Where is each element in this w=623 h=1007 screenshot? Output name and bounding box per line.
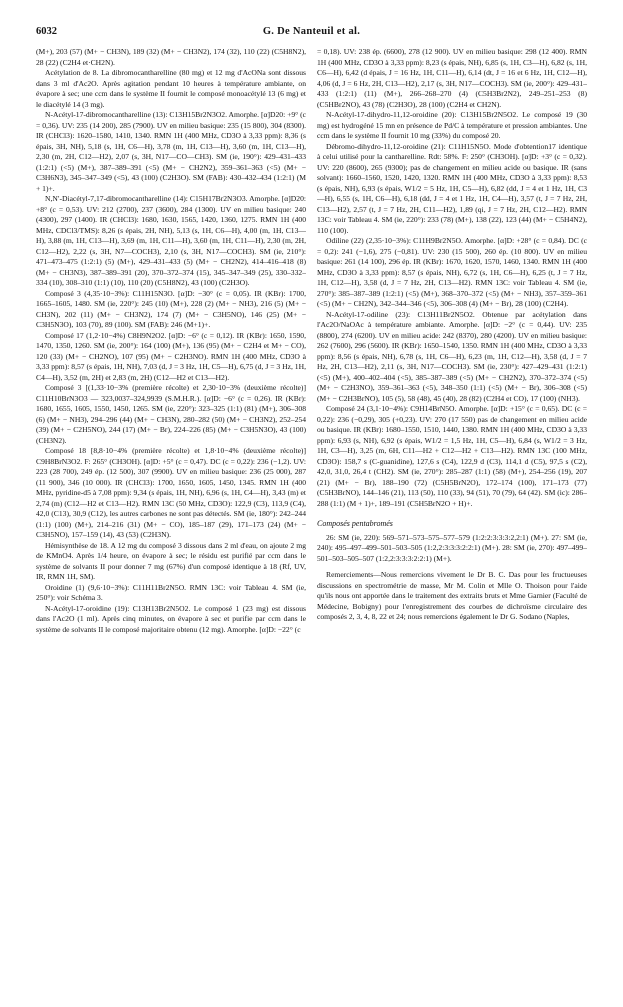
left-column	[36, 47, 306, 992]
running-header	[36, 26, 587, 40]
paragraph: = 0,18). UV: 238 ép. (6600), 278 (12 900). UV en milieu basique: 298 (12 400). RMN 1H (400 MHz, CD3O à 3,33 ppm): 8,23 (s épais, NH), 6,85 (s, 1H, C3—H), 6,82 (s, 1H, C6—H), 6,42 (d épais, J = 16 Hz, 1H, C11—H), 6,14 (dt, J = 16 et 6 Hz, 1H, C12—H), 4,06 (d, J = 6 Hz, 2H, C13—H2), 2,17 (s, 3H, N17—COCH3). SM (ie, 200°): 429–431–433 (1:2:1) (11) (M+), 266–268–270 (4) (C5H3Br2N2), 249–251–253 (8) (C5HBr2NO), 43 (78) (C2H3O), 28 (100) (C2H4 et CH2N).	[317, 47, 587, 109]
paragraph: N-Acétyl-17-oroidine (19): C13H13Br2N5O2. Le composé 1 (23 mg) est dissous dans l'Ac2O (1 ml). Après cinq minutes, on évapore à sec et purifie par ccm dans le système de solvants II le composé majoritaire obtenu (12 mg). Amorphe. [α]D: −22° (c	[36, 603, 306, 634]
paragraph: Débromo-dihydro-11,12-oroidine (21): C11H15N5O. Mode d'obtention17 identique à celui utilisé pour la cantharelline. Rdt: 58%. F: 250° (CH3OH). [α]D: +3° (c = 0,32). UV: 220 (8600), 265 (9300); pas de changement en milieu acide ou basique. IR (sans solvant): 1660–1560, 1520, 1420, 1320. RMN 1H (400 MHz, CD3O à 3,33 ppm): 8,53 (s épais, NH), 6,93 (s épais, W1/2 = 5 Hz, 1H, C5—H), 6,82 (dd, J = 4 et 1 Hz, 1H, C3—H), 6,55 (s, 1H, C6—H), 6,18 (dd, J = 4 et 1 Hz, 1H, C4—H), 3,57 (t, J = 7 Hz, 2H, C13—H2), 2,57 (t, J = 7 Hz, 2H, C11—H2), 1,89 (qi, J = 7 Hz, 2H, C12—H2). RMN 13C: voir Tableau 4. SM (ie, 220°): 233 (78) (M+), 138 (22), 123 (44) (M+ − C5H4N2), 110 (100).	[317, 141, 587, 235]
right-column	[317, 47, 587, 992]
paragraph: Composé 3 [(1,33·10−3% (première récolte) et 2,30·10−3% (deuxième récolte)] C11H10BrN3O3 — 323,0037–324,9939 (S.M.H.R.). [α]D: −6° (c = 0,26). IR (KBr): 1680, 1655, 1605, 1550, 1450, 1265. SM (ie, 220°): 323–325 (1:1) (81) (M+), 306–308 (6) (M+ − NH3), 294–296 (44) (M+ − CH3N), 280–282 (50) (M+ − CH3N2), 252–254 (39) (M+ − C2H5NO), 244 (17) (M+ − Br), 224–226 (85) (M+ − C3H5N3O), 43 (100) (CH3N2).	[36, 383, 306, 445]
paragraph: Oroidine (1) (9,6·10−3%): C11H11Br2N5O. RMN 13C: voir Tableau 4. SM (ie, 250°): voir Schéma 3.	[36, 582, 306, 602]
paragraph: N,N′-Diacétyl-7,17-dibromocantharelline (14): C15H17Br2N3O3. Amorphe. [α]D20: +8° (c = 0,53). UV: 212 (2700), 237 (3600), 284 (1300). UV en milieu basique: 240 (4300), 297 (1400). IR (CHCl3): 1680, 1630, 1565, 1420, 1360, 1275. RMN 1H (400 MHz, CDCl3/TMS): 8,26 (s épais, 2H, NH), 5,13 (s, 1H, C6—H), 4,00 (m, 1H, C13—H), 3,88 (m, 1H, C13—H), 3,69 (m, 1H, C11—H), 3,60 (m, 1H, C11—H), 2,30 (m, 2H, C12—H2), 2,22 (s, 3H, N7—COCH3), 2,10 (s, 3H, N17—COCH3). SM (ie, 210°): 471–473–475 (1:2:1) (5) (M+), 429–431–433 (5) (M+ − CH2N2), 414–416–418 (8) (M+ − CH3N3), 387–389–391 (20), 370–372–374 (15), 345–347–349 (25), 330–332–334 (10), 308–310 (1:1) (10), 110 (20) (C5H8N2), 43 (100) (C2H3O).	[36, 194, 306, 287]
paragraph: N-Acétyl-17-dibromocantharelline (13): C13H15Br2N3O2. Amorphe. [α]D20: +9° (c = 0,36). UV: 235 (14 200), 285 (7900). UV en milieu basique: 235 (15 800), 304 (8300). IR (CHCl3): 1620–1580, 1410, 1340. RMN 1H (400 MHz, CD3O à 3,33 ppm): 8,36 (s épais, 3H, NH), 5,18 (s, 1H, C6—H), 3,78 (m, 1H, C13—H), 3,60 (m, 1H, C13—H), 2,30 (m, 2H, C12—H2), 2,07 (s, 3H, N17—CO—CH3). SM (ie, 190°): 429–431–433 (1:2:1) (<5) (M+), 387–389–391 (<5) (M+ − CH2N2), 359–361–363 (<5) (M+ − C3H6N3), 345–347–349 (<5), 43 (100) (C2H3O). SM (FAB): 430–432–434 (1:2:1) (M + 1)+.	[36, 110, 306, 193]
paragraph: Composé 17 (1,2·10−4%) C8H9N2O2. [α]D: −6° (c = 0,12). IR (KBr): 1650, 1590, 1470, 1350, 1260. SM (ie, 200°): 164 (100) (M+), 136 (95) (M+ − C2H4 et M+ − CO), 120 (33) (M+ − CH2NO), 107 (95) (M+ − C2H3NO). RMN 1H (400 MHz, CD3O à 3,33 ppm): 8,57 (s épais, 1H, NH), 7,03 (d, J = 3 Hz, 1H, C5—H), 6,75 (d, J = 3 Hz, 1H, C4—H), 3,52 (m, 2H) et 2,83 (m, 2H) (C12—H2 et C13—H2).	[36, 330, 306, 382]
paragraph: Acétylation de 8. La dibromocantharelline (80 mg) et 12 mg d'AcONa sont dissous dans 3 ml d'Ac2O. Après agitation pendant 10 heures à température ambiante, on évapore à sec; une ccm dans le système II fournit le composé monoacétylé 13 (6 mg) et le diacétylé 14 (3 mg).	[36, 68, 306, 109]
page-number: 6032	[36, 26, 57, 37]
paragraph: Hémisynthèse de 18. A 12 mg du composé 3 dissous dans 2 ml d'eau, on ajoute 2 mg de KMnO4. Après 1/4 heure, on évapore à sec; le résidu est purifié par ccm dans le système de solvants II pour donner 7 mg (67%) d'un composé identique à 18 (Rf, UV, IR, RMN 1H, SM).	[36, 540, 306, 581]
paragraph: 26: SM (ie, 220): 569–571–573–575–577–579 (1:2:2:3:3:3:2,2:1) (M+). 27: SM (ie, 240): 495–497–499–501–503–505 (1:2,2:3:3:3:2:2:1) (M+). 28: SM (ie, 270): 497–499–501–503–505–507 (1:2,2:3:3:3:2:2:1) (M+).	[317, 532, 587, 563]
paragraph: Composé 18 [8,8·10−4% (première récolte) et 1,8·10−4% (deuxième récolte)] C9H8BrN3O2. F: 265° (CH3OH). [α]D: +5° (c = 0,47). DC (c = 0,22): 236 (−1,2). UV: 223 (28 700), 249 ép. (12 500), 307 (9900). UV en milieu basique: 236 (25 000), 287 (11 900), 346 (10 000). IR (CHCl3): 1700, 1650, 1605, 1450, 1345. RMN 1H (400 MHz, pyridine-d5 à 7,08 ppm): 9,34 (s épais, 1H, NH), 6,96 (s, 1H, C4—H), 3,43 (m) et 2,74 (m) (C12—H2 et C13—H2). RMN 13C (50 MHz, CD3O): 122,9 (C3), 113,9 (C4), 42,0 (C13), 30,9 (C12), les autres carbones ne sont pas détectés. SM (ie, 180°): 242–244 (1:1) (100) (M+), 214–216 (31) (M+ − CO), 185–187 (29), 171–173 (24) (M+ − C3H5NO), 157–159 (14), 43 (53) (C2H3N).	[36, 446, 306, 539]
acknowledgements: Remerciements—Nous remercions vivement le Dr B. C. Das pour les fructueuses discussions en spectrométrie de masse, Mr M. Colin et Mlle O. Thoison pour l'aide qu'ils nous ont apportée dans le traitement des extraits bruts et Mme Garnier (Faculté de Médecine, Bobigny) pour l'enregistrement des courbes de dichroïsme circulaire des composés 2, 3, 4, 8, 22 et 24; nous remercions également le Dr G. Sodano (Naples,	[317, 570, 587, 621]
paragraph: N-Acétyl-17-odiline (23): C13H11Br2N5O2. Obtenue par acétylation dans l'Ac2O/NaOAc à température ambiante. Amorphe. [α]D: −2° (c = 0,44). UV: 235 (8800), 274 (6200). UV en milieu acide: 242 (8370), 280 (4200). UV en milieu basique: 262 (7600), 296 (5600). IR (KBr): 1650–1540, 1350. RMN 1H (400 MHz, CD3O à 3,33 ppm): 8,56 (s épais, NH), 6,78 (s, 1H, C6—H), 6,23 (m, 1H, C12—H), 3,58 (d, J = 7 Hz, 2H, C13—H2), 2,11 (s, 3H, N17—COCH3). SM (ie, 230°): 427–429–431 (1:2:1) (<5) (M+), 400–402–404 (<5), 385–387–389 (<5) (M+ − CH2N2), 370–372–374 (<5) (M+ − C2H3NO), 359–361–363 (<5), 348–350 (1:1) (<5) (M+ − Br), 306–308 (<5) (M+ − C2H3BrNO), 105 (5), 58 (48), 45 (40), 28 (82) (C2H4 et CO), 17 (100) (NH3).	[317, 309, 587, 403]
running-title: G. De Nanteuil et al.	[262, 26, 361, 37]
paragraph: Composé 24 (3,1·10−4%): C9H14BrN5O. Amorphe. [α]D: +15° (c = 0,65). DC (c = 0,22): 236 (−0,29), 305 (+0,23). UV: 270 (17 550) pas de changement en milieu acide ou basique. IR (KBr): 1680–1550, 1510, 1440, 1380. RMN 1H (400 MHz, CD3O à 3,33 ppm): 6,93 (s, NH), 6,92 (s épais, W1/2 = 1,5 Hz, 1H, C5—H), 6,84 (s, W1/2 = 3 Hz, 1H, C3—H), 3,25 (m, 6H, C11—H2 + C12—H2 + C13—H2). RMN 13C (100 MHz, CD3O): 158,7 s (C-guanidine), 127,6 s (C4), 122,9 d (C3), 114,1 d (C5), 97,5 s (C2), 42,0, 31,0, 26,4 t (CH2). SM (ie, 270°): 285–287 (1:1) (58) (M+), 254–256 (19), 207 (21) (M+ − Br), 188–190 (72) (C5H5BrN2O), 172–174 (100), 171–173 (77) (C5H3BrNO), 144–146 (21), 113 (50), 110 (33), 94 (51), 70 (79), 64 (42). SM (ic): 286–288 (1:1) (M + 1)+, 189–191 (C5H5BrN2O + H)+.	[317, 404, 587, 508]
paragraph: N-Acétyl-17-dihydro-11,12-oroidine (20): C13H15Br2N5O2. Le composé 19 (30 mg) est hydrogéné 15 mn en présence de Pd/C à température et pression ambiantes. Une ccm dans le système II fournit 10 mg (33%) du composé 20.	[317, 110, 587, 140]
paragraph: Odiline (22) (2,35·10−3%): C11H9Br2N5O. Amorphe. [α]D: +28° (c = 0,84). DC (c = 0,2): 241 (−1,6), 275 (−0,81). UV: 230 (15 500), 260 ép. (10 800). UV en milieu basique: 261 (14 100), 296 ép. IR (KBr): 1670, 1620, 1570, 1460, 1340. RMN 1H (400 MHz, CD3O à 3,33 ppm): 8,57 (s épais, NH), 6,72 (s, 1H, C6—H), 6,25 (t, J = 7 Hz, 1H, C12—H), 3,58 (d, J = 7 Hz, 2H, C13—H2). RMN 13C: voir Tableau 4. SM (ie, 270°): 385–387–389 (1:2:1) (<5) (M+), 368–370–372 (<5) (M+ − NH3), 357–359–361 (<5) (M+ − CH2N), 342–344–346 (<5), 306–308 (4) (M+ − Br), 28 (100) (C2H4).	[317, 236, 587, 308]
paragraph: (M+), 203 (57) (M+ − CH3N), 189 (32) (M+ − CH3N2), 174 (32), 110 (22) (C5H8N2), 28 (22) (C2H4 et·CH2N).	[36, 47, 306, 67]
section-heading: Composés pentabromés	[317, 519, 393, 528]
paragraph: Composé 3 (4,35·10−3%): C11H15N3O. [α]D: −30° (c = 0,05). IR (KBr): 1700, 1665–1605, 1480. SM (ie, 220°): 245 (10) (M+), 228 (2) (M+ − NH3), 216 (5) (M+ − CH3N), 202 (11) (M+ − CH3N2), 174 (7) (M+ − C3H5NO), 146 (25) (M+ − C3H5N3O), 103 (70), 89 (100). SM (FAB): 246 (M+1)+.	[36, 288, 306, 329]
